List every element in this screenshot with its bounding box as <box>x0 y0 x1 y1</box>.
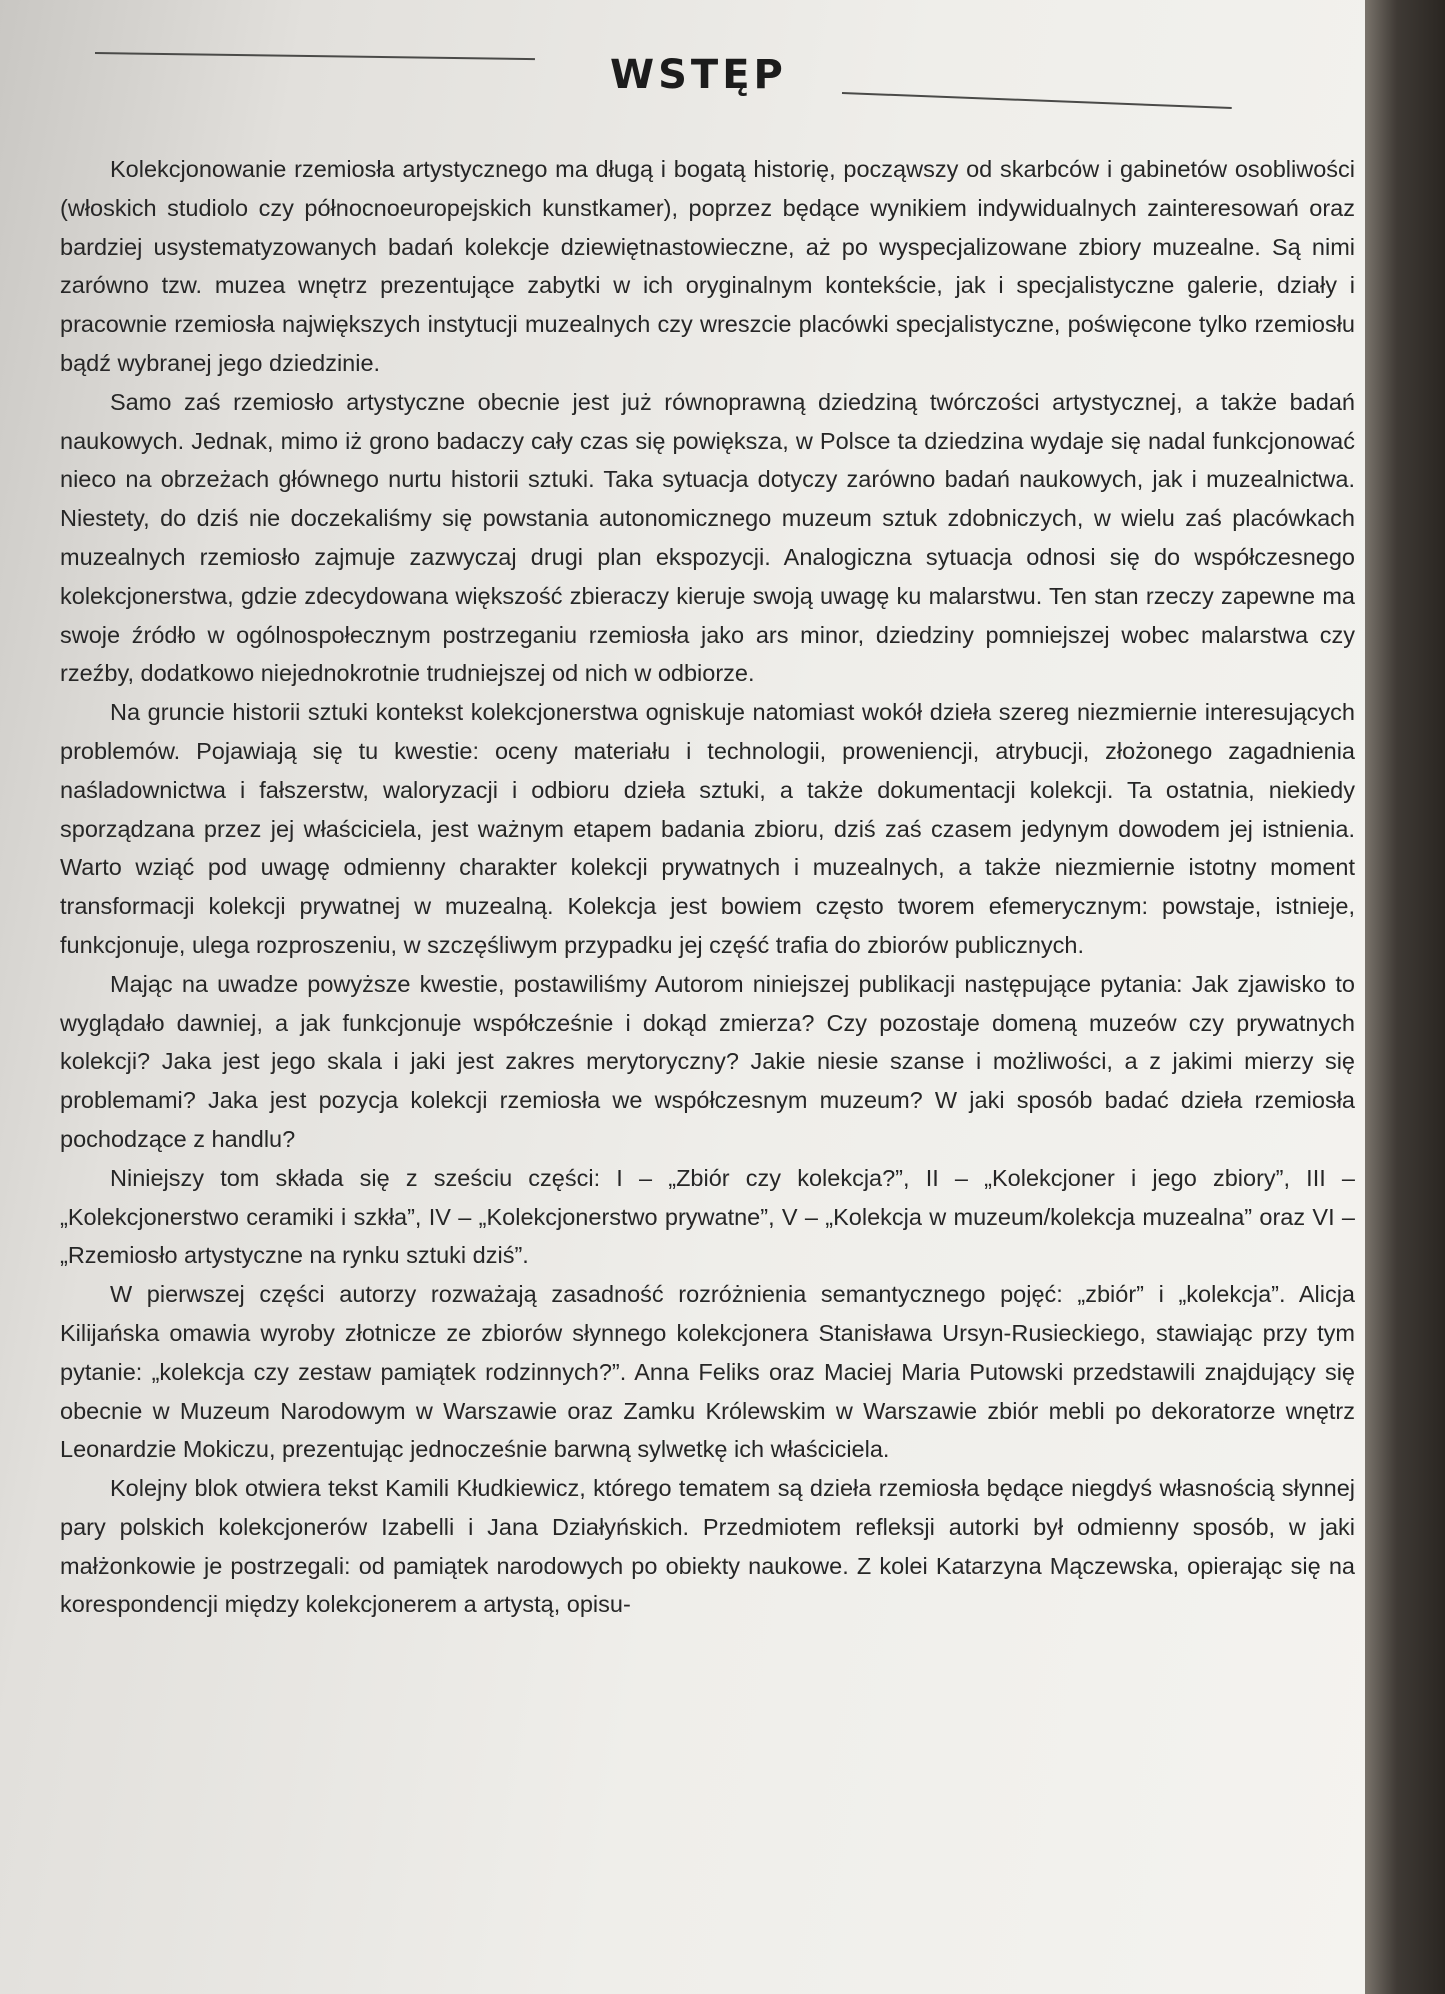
paragraph: W pierwszej części autorzy rozważają zasadność rozróżnienia semantycznego pojęć: „zbiór” i „kolekcja”. Alicja Kilijańska omawia wyroby złotnicze ze zbiorów słynnego kolekcjonera Stanisława Ursyn-Rusieckiego, stawiając przy tym pytanie: „kolekcja czy zestaw pamiątek rodzinnych?”. Anna Feliks oraz Maciej Maria Putowski przedstawili znajdujący się obecnie w Muzeum Narodowym w Warszawie oraz Zamku Królewskim w Warszawie zbiór mebli po dekoratorze wnętrz Leonardzie Mokiczu, prezentując jednocześnie barwną sylwetkę ich właściciela. <box>60 1281 1355 1463</box>
heading-rule-left <box>95 52 535 60</box>
paragraph: Samo zaś rzemiosło artystyczne obecnie jest już równoprawną dziedziną twórczości artystycznej, a także badań naukowych. Jednak, mimo iż grono badaczy cały czas się powiększa, w Polsce ta dziedzina wydaje się nadal funkcjonować nieco na obrzeżach głównego nurtu historii sztuki. Taka sytuacja dotyczy zarówno badań naukowych, jak i muzealnictwa. Niestety, do dziś nie doczekaliśmy się powstania autonomicznego muzeum sztuk zdobniczych, w wielu zaś placówkach muzealnych rzemiosło zajmuje zazwyczaj drugi plan ekspozycji. Analogiczna sytuacja odnosi się do współczesnego kolekcjonerstwa, gdzie zdecydowana większość zbieraczy kieruje swoją uwagę ku malarstwu. Ten stan rzeczy zapewne ma swoje źródło w ogólnospołecznym postrzeganiu rzemiosła jako ars minor, dziedziny pomniejszej wobec malarstwa czy rzeźby, dodatkowo niejednokrotnie trudniejszej od nich w odbiorze. <box>60 388 1355 687</box>
paragraph: Kolejny blok otwiera tekst Kamili Kłudkiewicz, którego tematem są dzieła rzemiosła będące niegdyś własnością słynnej pary polskich kolekcjonerów Izabelli i Jana Działyńskich. Przedmiotem refleksji autorki był odmienny sposób, w jaki małżonkowie je postrzegali: od pamiątek narodowych po obiekty naukowe. Z kolei Katarzyna Mączewska, opierając się na korespondencji między kolekcjonerem a artystą, opisu- <box>60 1475 1355 1618</box>
page-heading: WSTĘP <box>610 52 787 98</box>
paragraph: Niniejszy tom składa się z sześciu części: I – „Zbiór czy kolekcja?”, II – „Kolekcjoner i jego zbiory”, III – „Kolekcjonerstwo ceramiki i szkła”, IV – „Kolekcjonerstwo prywatne”, V – „Kolekcja w muzeum/kolekcja muzealna” oraz VI – „Rzemiosło artystyczne na rynku sztuki dziś”. <box>60 1164 1355 1269</box>
book-edge <box>1365 0 1445 1994</box>
paragraph: Na gruncie historii sztuki kontekst kolekcjonerstwa ogniskuje natomiast wokół dzieła szereg niezmiernie interesujących problemów. Pojawiają się tu kwestie: oceny materiału i technologii, proweniencji, atrybucji, złożonego zagadnienia naśladownictwa i fałszerstw, waloryzacji i odbioru dzieła sztuki, a także dokumentacji kolekcji. Ta ostatnia, niekiedy sporządzana przez jej właściciela, jest ważnym etapem badania zbioru, dziś zaś czasem jedynym dowodem jej istnienia. Warto wziąć pod uwagę odmienny charakter kolekcji prywatnych i muzealnych, a także niezmiernie istotny moment transformacji kolekcji prywatnej w muzealną. Kolekcja jest bowiem często tworem efemerycznym: powstaje, istnieje, funkcjonuje, ulega rozproszeniu, w szczęśliwym przypadku jej część trafia do zbiorów publicznych. <box>60 699 1355 958</box>
paragraph: Mając na uwadze powyższe kwestie, postawiliśmy Autorom niniejszej publikacji następujące pytania: Jak zjawisko to wyglądało dawniej, a jak funkcjonuje współcześnie i dokąd zmierza? Czy pozostaje domeną muzeów czy prywatnych kolekcji? Jaka jest jego skala i jaki jest zakres merytoryczny? Jakie niesie szanse i możliwości, a z jakimi mierzy się problemami? Jaka jest pozycja kolekcji rzemiosła we współczesnym muzeum? W jaki sposób badać dzieła rzemiosła pochodzące z handlu? <box>60 970 1355 1152</box>
paragraph: Kolekcjonowanie rzemiosła artystycznego ma długą i bogatą historię, począwszy od skarbców i gabinetów osobliwości (włoskich studiolo czy północnoeuropejskich kunstkamer), poprzez będące wynikiem indywidualnych zainteresowań oraz bardziej usystematyzowanych badań kolekcje dziewiętnastowieczne, aż po wyspecjalizowane zbiory muzealne. Są nimi zarówno tzw. muzea wnętrz prezentujące zabytki w ich oryginalnym kontekście, jak i specjalistyczne galerie, działy i pracownie rzemiosła największych instytucji muzealnych czy wreszcie placówki specjalistyczne, poświęcone tylko rzemiosłu bądź wybranej jego dziedzinie. <box>60 156 1355 376</box>
body-text <box>60 150 1355 1624</box>
heading-rule-right <box>842 92 1232 109</box>
